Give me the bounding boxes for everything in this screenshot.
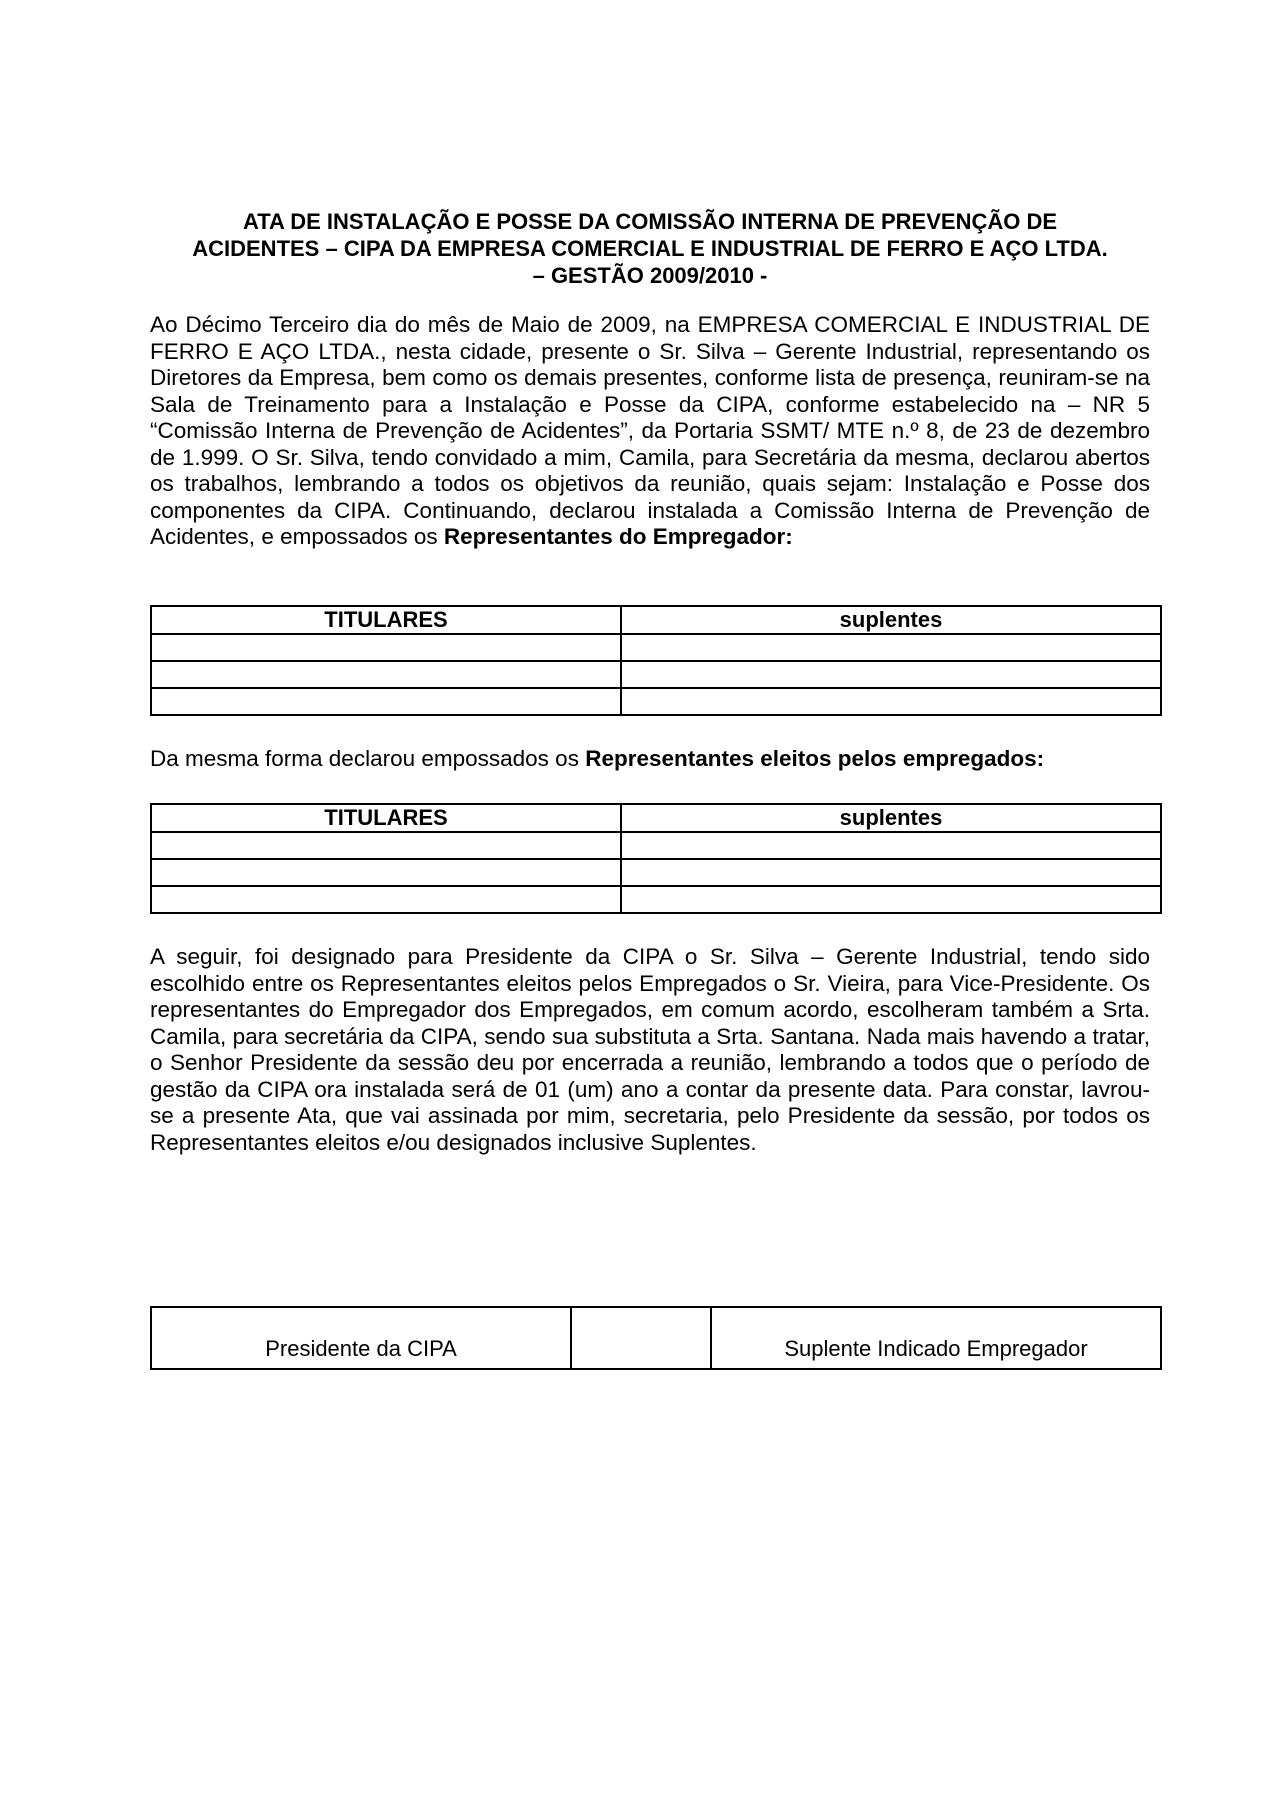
- intro-paragraph: [150, 312, 1150, 551]
- suplente-cell: [621, 661, 1161, 688]
- titular-cell: [151, 688, 621, 715]
- signature-table: [150, 1306, 1162, 1370]
- signature-president: Presidente da CIPA: [151, 1307, 571, 1369]
- table-row: [151, 634, 1161, 661]
- header-titulares: TITULARES: [151, 804, 621, 832]
- signature-employer-substitute: Suplente Indicado Empregador: [711, 1307, 1161, 1369]
- titular-cell: [151, 634, 621, 661]
- signature-blank: [571, 1307, 711, 1369]
- header-suplentes: suplentes: [621, 606, 1161, 634]
- intro-text: Ao Décimo Terceiro dia do mês de Maio de 2009, na EMPRESA COMERCIAL E INDUSTRIAL DE FERRO E AÇO LTDA., nesta cidade, presente o Sr. Silva – Gerente Industrial, representando os Diretores da Empresa, bem como os demais presentes, conforme lista de presença, reuniram-se na Sala de Treinamento para a Instalação e Posse da CIPA, conforme estabelecido na – NR 5 “Comissão Interna de Prevenção de Acidentes”, da Portaria SSMT/ MTE n.º 8, de 23 de dezembro de 1.999. O Sr. Silva, tendo convidado a mim, Camila, para Secretária da mesma, declarou abertos os trabalhos, lembrando a todos os objetivos da reunião, quais sejam: Instalação e Posse dos componentes da CIPA. Continuando, declarou instalada a Comissão Interna de Prevenção de Acidentes, e empossados os: [150, 312, 1150, 549]
- employee-representatives-table: [150, 803, 1162, 914]
- titular-cell: [151, 886, 621, 913]
- table-header-row: [151, 804, 1161, 832]
- table-row: [151, 688, 1161, 715]
- title-line-1: ATA DE INSTALAÇÃO E POSSE DA COMISSÃO INTERNA DE PREVENÇÃO DE: [242, 209, 1058, 234]
- employer-representatives-table: [150, 605, 1162, 716]
- suplente-cell: [621, 859, 1161, 886]
- title-line-3: – GESTÃO 2009/2010 -: [532, 263, 768, 288]
- table-row: [151, 832, 1161, 859]
- second-paragraph-text: Da mesma forma declarou empossados os: [150, 746, 586, 771]
- closing-paragraph: A seguir, foi designado para Presidente da CIPA o Sr. Silva – Gerente Industrial, tendo sido escolhido entre os Representantes eleitos pelos Empregados o Sr. Vieira, para Vice-Presidente. Os representantes do Empregador dos Empregados, em comum acordo, escolheram também a Srta. Camila, para secretária da CIPA, sendo sua substituta a Srta. Santana. Nada mais havendo a tratar, o Senhor Presidente da sessão deu por encerrada a reunião, lembrando a todos que o período de gestão da CIPA ora instalada será de 01 (um) ano a contar da presente data. Para constar, lavrou-se a presente Ata, que vai assinada por mim, secretaria, pelo Presidente da sessão, por todos os Representantes eleitos e/ou designados inclusive Suplentes.: [150, 944, 1150, 1155]
- table-row: [151, 859, 1161, 886]
- titular-cell: [151, 859, 621, 886]
- table-row: [151, 661, 1161, 688]
- header-suplentes: suplentes: [621, 804, 1161, 832]
- suplente-cell: [621, 832, 1161, 859]
- signature-row: [151, 1307, 1161, 1369]
- document-title: [150, 208, 1150, 289]
- suplente-cell: [621, 688, 1161, 715]
- second-paragraph: [150, 746, 1150, 773]
- second-paragraph-bold-text: Representantes eleitos pelos empregados:: [585, 746, 1045, 771]
- titular-cell: [151, 832, 621, 859]
- header-titulares: TITULARES: [151, 606, 621, 634]
- table-header-row: [151, 606, 1161, 634]
- suplente-cell: [621, 634, 1161, 661]
- table-row: [151, 886, 1161, 913]
- titular-cell: [151, 661, 621, 688]
- suplente-cell: [621, 886, 1161, 913]
- title-line-2: ACIDENTES – CIPA DA EMPRESA COMERCIAL E INDUSTRIAL DE FERRO E AÇO LTDA.: [192, 236, 1108, 261]
- intro-bold-text: Representantes do Empregador:: [443, 524, 793, 549]
